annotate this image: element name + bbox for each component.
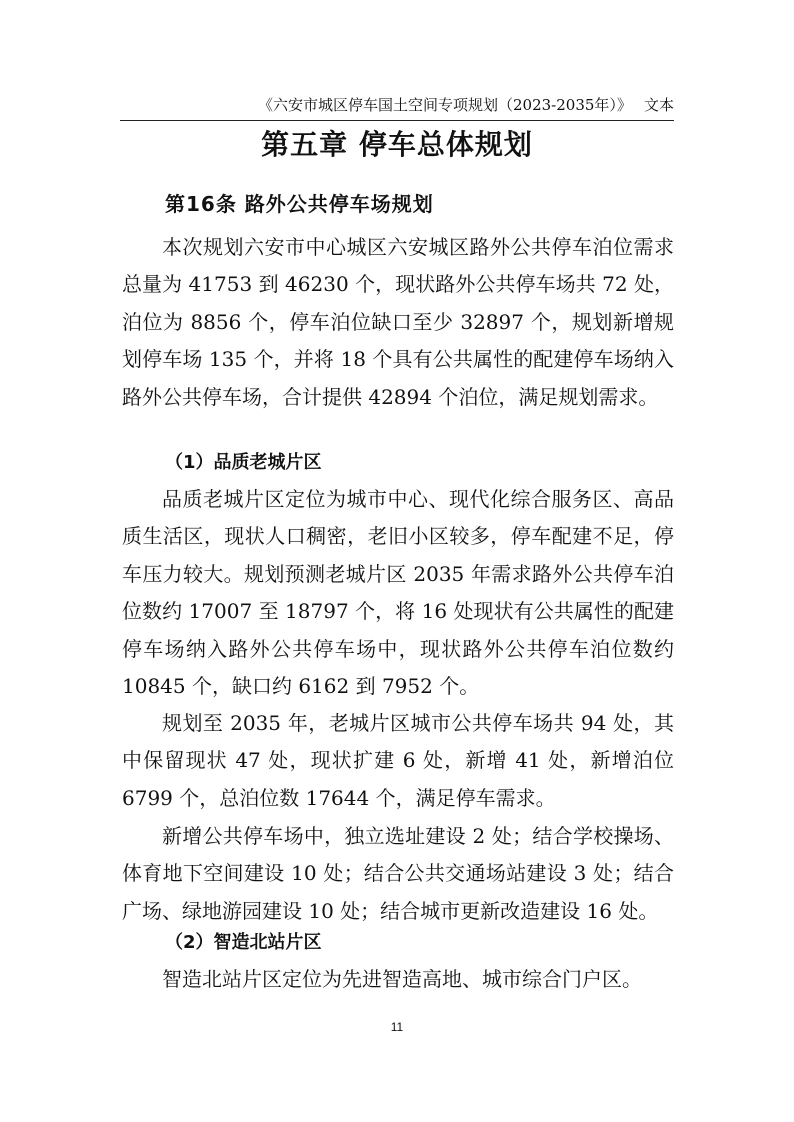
article-title: 第16条 路外公共停车场规划	[165, 192, 434, 216]
old-city-positioning-paragraph: 品质老城片区定位为城市中心、现代化综合服务区、高品质生活区，现状人口稠密，老旧小区较多，停车配建不足，停车压力较大。规划预测老城片区 2035 年需求路外公共停车泊位数约 17007 至 18797 个，将 16 处现状有公共属性的配建停车场纳入路外公共停车场中，现状路外公共停车泊位数约 10845 个，缺口约 6162 到 7952 个。	[122, 487, 674, 699]
running-header	[120, 96, 674, 121]
section-heading-north-station: （2）智造北站片区	[165, 932, 322, 953]
old-city-plan-paragraph: 规划至 2035 年，老城片区城市公共停车场共 94 处，其中保留现状 47 处，现状扩建 6 处，新增 41 处，新增泊位 6799 个，总泊位数 17644 个，满足停车需求。	[122, 711, 674, 810]
chapter-title: 第五章 停车总体规划	[261, 128, 533, 161]
old-city-new-parking-paragraph: 新增公共停车场中，独立选址建设 2 处；结合学校操场、体育地下空间建设 10 处；结合公共交通场站建设 3 处；结合广场、绿地游园建设 10 处；结合城市更新改造建设 16 处。	[122, 824, 674, 923]
header-section-label: 文本	[643, 96, 674, 114]
page-number: 11	[390, 1020, 404, 1034]
section-heading-old-city: （1）品质老城片区	[165, 452, 322, 473]
north-station-positioning-paragraph: 智造北站片区定位为先进智造高地、城市综合门户区。	[162, 967, 642, 991]
header-document-title: 《六安市城区停车国土空间专项规划（2023-2035年）》	[258, 96, 632, 114]
article-intro-paragraph: 本次规划六安市中心城区六安城区路外公共停车泊位需求总量为 41753 到 46230 个，现状路外公共停车场共 72 处，泊位为 8856 个，停车泊位缺口至少 32897 个，规划新增规划停车场 135 个，并将 18 个具有公共属性的配建停车场纳入路外公共停车场，合计提供 42894 个泊位，满足规划需求。	[122, 235, 674, 409]
